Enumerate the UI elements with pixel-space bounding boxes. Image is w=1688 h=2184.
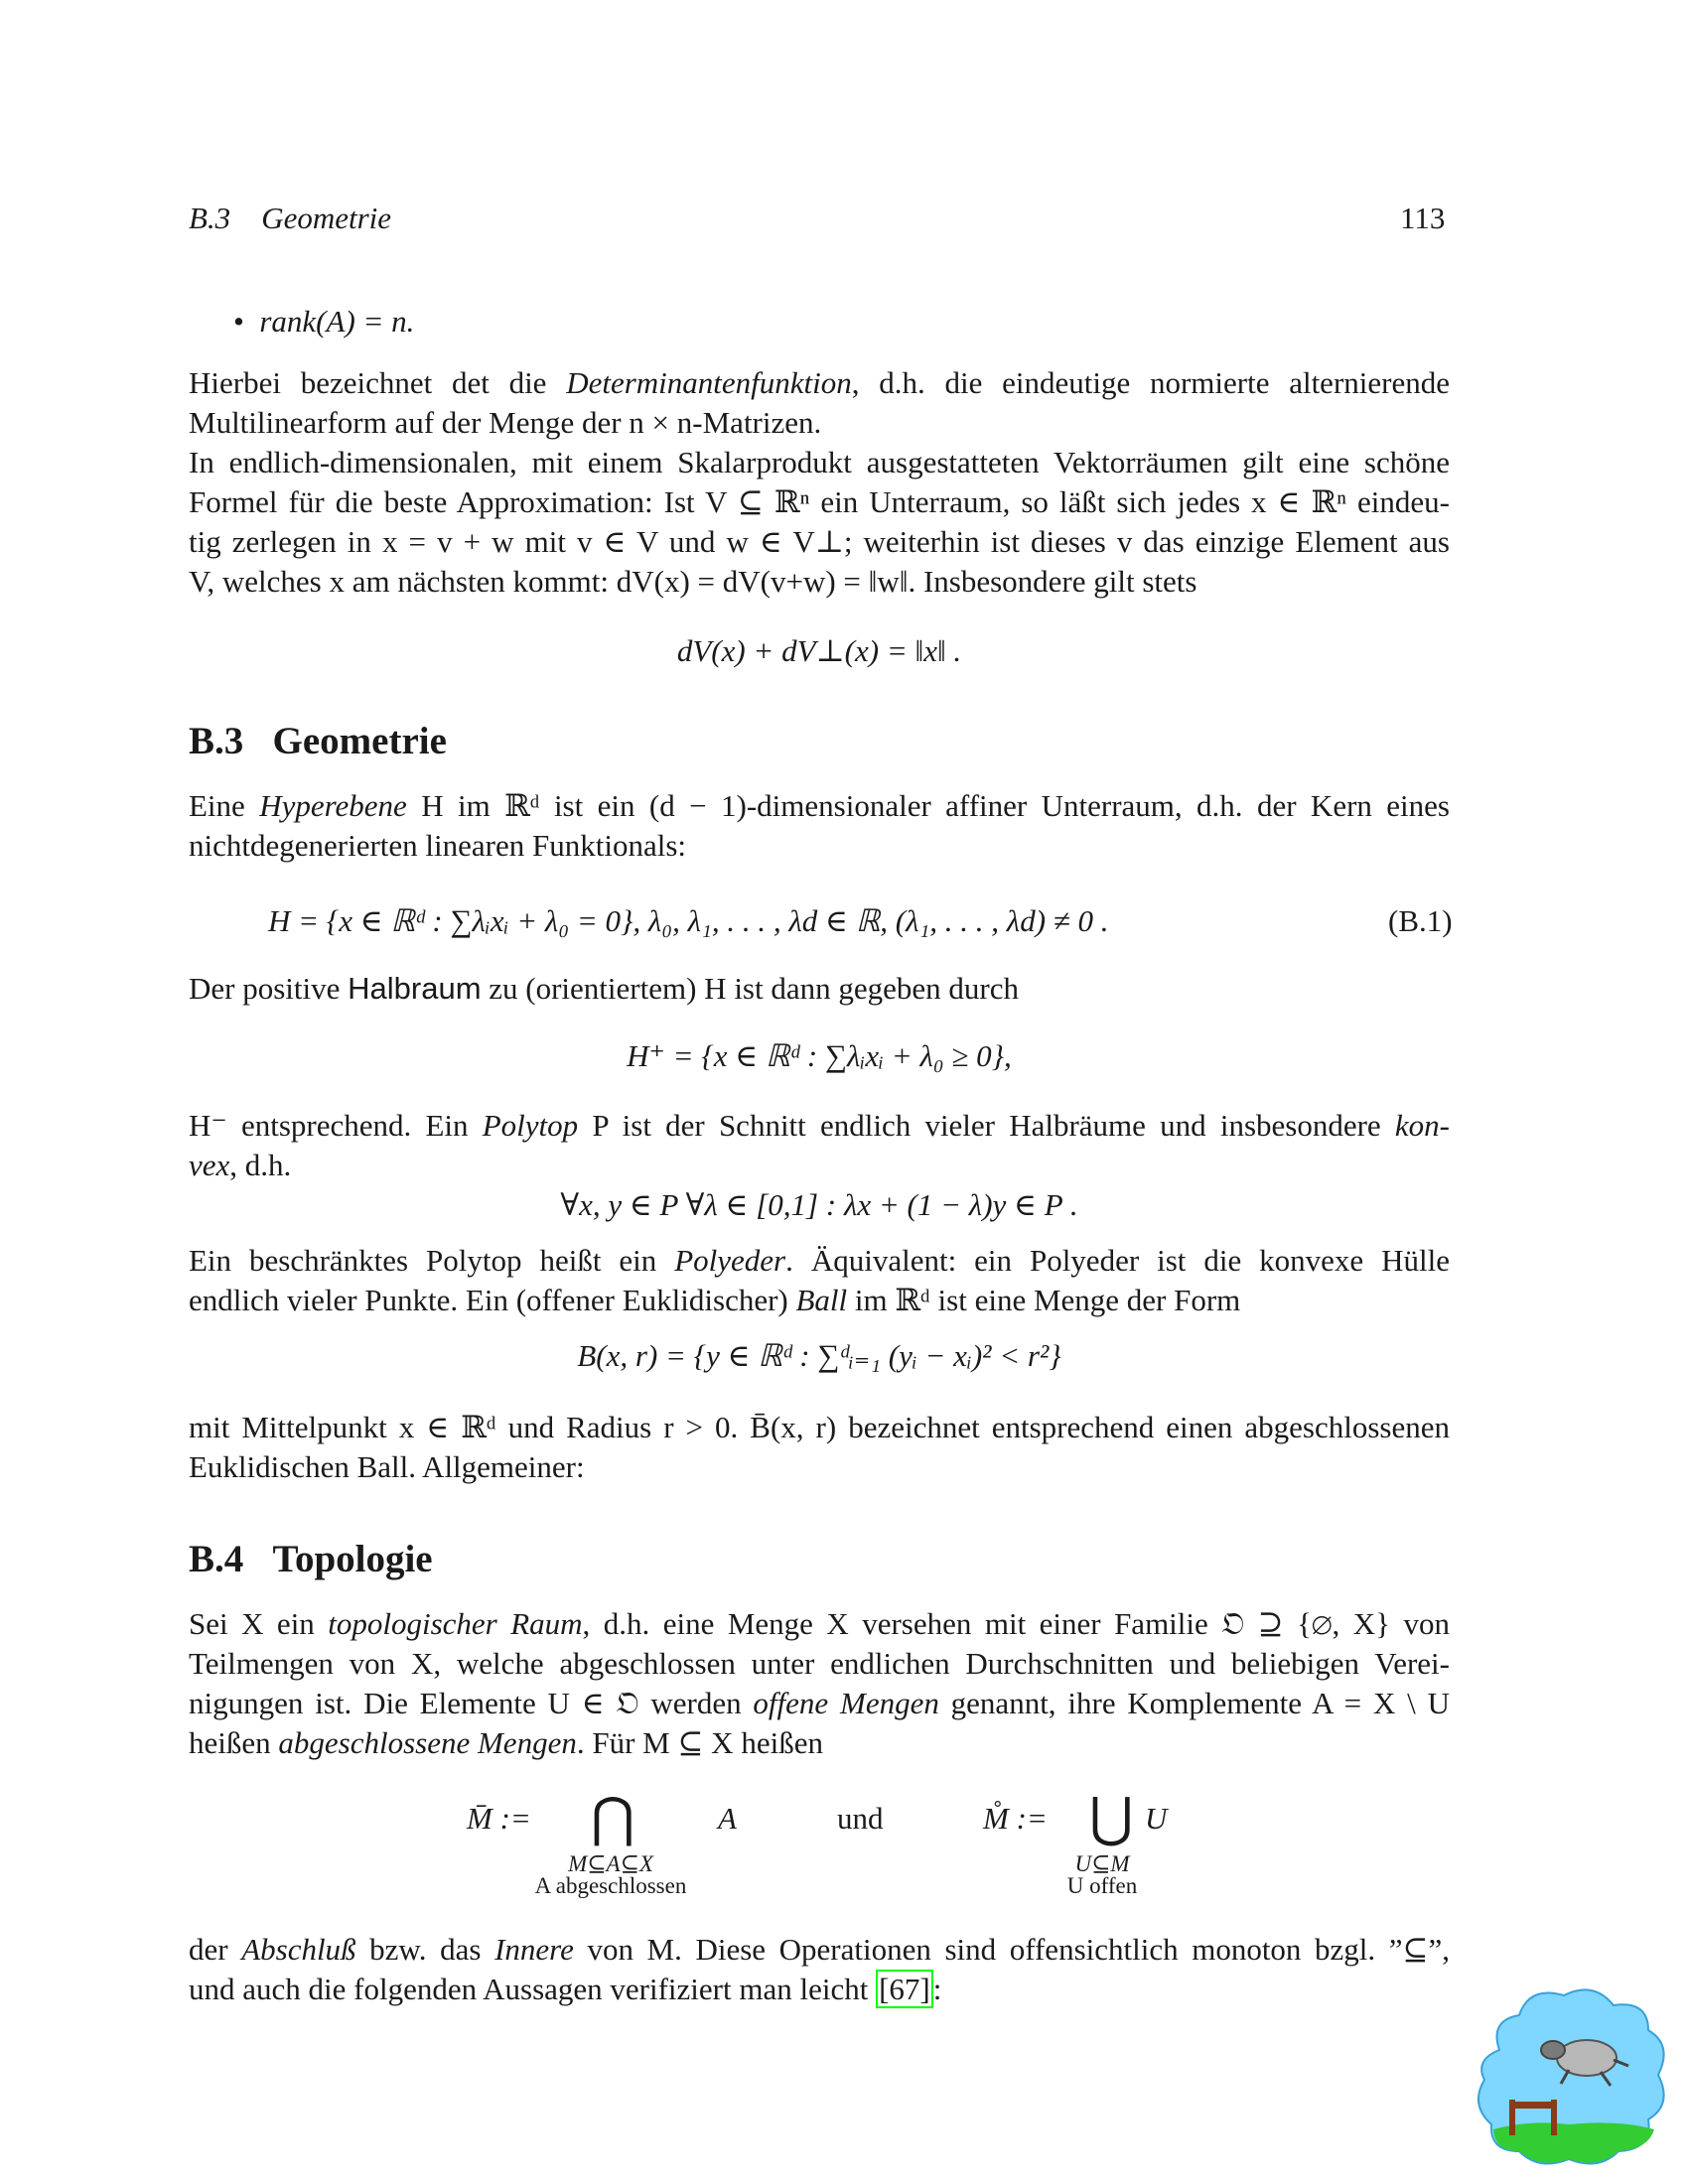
bullet-marker: • (233, 304, 244, 339)
sheep-fence-illustration (1470, 1980, 1678, 2174)
text-span: und auch die folgenden Aussagen verifiziert man leicht (189, 1972, 877, 2006)
paragraph-closure (189, 1930, 1450, 2009)
text-span: Ein beschränktes Polytop heißt ein (189, 1243, 675, 1278)
emphasis-term: Determinantenfunktion (566, 365, 852, 400)
intersection-operator: ⋂ (591, 1788, 635, 1847)
text-span: zu (orientiertem) H ist dann gegeben durch (481, 971, 1019, 1006)
emphasis-term: topologischer Raum (328, 1606, 583, 1641)
term-halbraum: Halbraum (348, 971, 482, 1006)
text-span: : (932, 1972, 942, 2006)
emphasis-term: Polytop (482, 1108, 579, 1143)
text-line (189, 1106, 1450, 1146)
emphasis-term: abgeschlossene Mengen (278, 1725, 577, 1760)
paragraph-polyeder (189, 1241, 1450, 1320)
text-line (189, 1146, 1450, 1185)
equation-b1: H = {x ∈ ℝᵈ : ∑λᵢxᵢ + λ₀ = 0}, λ₀, λ₁, . . . , λd ∈ ℝ, (λ₁, . . . , λd) ≠ 0 . (268, 903, 1109, 938)
text-line (189, 1281, 1450, 1320)
text-span: von M. Diese Operationen sind offensichtlich monoton bzgl. ”⊆”, (573, 1932, 1450, 1967)
running-header (189, 199, 391, 238)
text-line: tig zerlegen in x = v + w mit v ∈ V und w ∈ V⊥; weiterhin ist dieses v das einzige Element aus (189, 524, 1450, 559)
equation-convex: ∀x, y ∈ P ∀λ ∈ [0,1] : λx + (1 − λ)y ∈ P . (560, 1187, 1078, 1222)
text-span: P ist der Schnitt endlich vieler Halbräume und insbesondere (578, 1108, 1395, 1143)
text-span: Der positive (189, 971, 349, 1006)
closure-body: A (718, 1801, 737, 1836)
text-span: genannt, ihre Komplemente A = X \ U (938, 1686, 1450, 1720)
text-span: Hierbei bezeichnet det die (189, 365, 567, 400)
text-line (189, 1241, 1450, 1281)
paragraph-topology (189, 1604, 1450, 1763)
text-span: , d.h. die eindeutige normierte alternierende (851, 365, 1450, 400)
emphasis-term: Hyperebene (259, 788, 407, 823)
paragraph-polytope (189, 1106, 1450, 1185)
text-line: Teilmengen von X, welche abgeschlossen unter endlichen Durchschnitten und beliebigen Verei- (189, 1646, 1450, 1681)
text-span: Sei X ein (189, 1606, 329, 1641)
text-span: heißen (189, 1725, 279, 1760)
closure-subscript-2: A abgeschlossen (534, 1873, 687, 1898)
text-line (189, 1930, 1450, 1970)
section-title: Topologie (272, 1538, 433, 1580)
equation-halfspace: H⁺ = {x ∈ ℝᵈ : ∑λᵢxᵢ + λ₀ ≥ 0}, (627, 1038, 1012, 1073)
text-span: Eine (189, 788, 260, 823)
section-number: B.4 (189, 1538, 244, 1580)
equation-ball: B(x, r) = {y ∈ ℝᵈ : ∑ᵈᵢ₌₁ (yᵢ − xᵢ)² < r²} (577, 1338, 1061, 1373)
grass (1493, 2122, 1654, 2162)
text-span: H im ℝᵈ ist ein (d − 1)-dimensionaler affiner Unterraum, d.h. der Kern eines (406, 788, 1450, 823)
halbraum-line (189, 969, 1019, 1009)
bullet-text: rank(A) = n. (259, 304, 415, 339)
equation-label: (B.1) (1388, 903, 1453, 938)
citation-link[interactable]: [67] (876, 1970, 933, 2008)
text-span: endlich vieler Punkte. Ein (offener Euklidischer) (189, 1283, 796, 1317)
interior-lhs: M̊ := (983, 1801, 1048, 1836)
emphasis-term: Innere (494, 1932, 574, 1967)
section-title: Geometrie (272, 720, 447, 762)
text-line (189, 786, 1450, 826)
interior-body: U (1145, 1801, 1168, 1836)
paragraph-determinant (189, 363, 1450, 602)
interior-subscript-1: U⊆M (1074, 1851, 1130, 1876)
emphasis-term: Ball (795, 1283, 848, 1317)
text-span: H⁻ entsprechend. Ein (189, 1108, 483, 1143)
section-heading-b4 (189, 1537, 433, 1581)
emphasis-term: vex (189, 1148, 230, 1182)
emphasis-term: Polyeder (674, 1243, 786, 1278)
closure-subscript-1: M⊆A⊆X (568, 1851, 653, 1876)
conjunction-und: und (837, 1801, 884, 1836)
text-line (189, 1723, 1450, 1763)
emphasis-term: kon- (1394, 1108, 1450, 1143)
text-line: Formel für die beste Approximation: Ist V ⊆ ℝⁿ ein Unterraum, so läßt sich jedes x ∈ ℝⁿ eindeu- (189, 484, 1450, 519)
page-number: 113 (1400, 201, 1446, 235)
interior-subscript-2: U offen (1066, 1873, 1138, 1898)
union-operator: ⋃ (1089, 1788, 1134, 1847)
text-line: In endlich-dimensionalen, mit einem Skalarprodukt ausgestatteten Vektorräumen gilt eine schöne (189, 445, 1450, 479)
text-span: im ℝᵈ ist eine Menge der Form (847, 1283, 1241, 1317)
emphasis-term: offene Mengen (753, 1686, 939, 1720)
equation-closure-interior (467, 1777, 1400, 1896)
text-span: bzw. das (355, 1932, 495, 1967)
paragraph-ball (189, 1408, 1450, 1487)
section-number: B.3 (189, 720, 244, 762)
text-span: der (189, 1932, 242, 1967)
text-line (189, 1684, 1450, 1723)
text-span: . Für M ⊆ X heißen (576, 1725, 823, 1760)
text-line: nichtdegenerierten linearen Funktionals: (189, 828, 686, 863)
bullet-item (233, 302, 414, 341)
text-line: Multilinearform auf der Menge der n × n-Matrizen. (189, 405, 822, 440)
text-line (189, 1604, 1450, 1644)
closure-lhs: M̄ := (467, 1801, 531, 1836)
text-line (189, 1970, 1450, 2009)
emphasis-term: Abschluß (241, 1932, 356, 1967)
equation-distance: dV(x) + dV⊥(x) = ‖x‖ . (676, 633, 962, 668)
section-heading-b3 (189, 719, 447, 763)
text-span: , d.h. (229, 1148, 292, 1182)
header-section-title: Geometrie (261, 201, 392, 235)
paragraph-hyperplane (189, 786, 1450, 866)
text-span: nigungen ist. Die Elemente U ∈ 𝔒 werden (189, 1686, 754, 1720)
text-line: V, welches x am nächsten kommt: dV(x) = dV(v+w) = ‖w‖. Insbesondere gilt stets (189, 564, 1197, 599)
text-span: . Äquivalent: ein Polyeder ist die konvexe Hülle (785, 1243, 1450, 1278)
header-section-number: B.3 (189, 201, 231, 235)
text-span: , d.h. eine Menge X versehen mit einer Familie 𝔒 ⊇ {∅, X} von (582, 1606, 1450, 1641)
text-line: Euklidischen Ball. Allgemeiner: (189, 1449, 585, 1484)
text-line (189, 363, 1450, 403)
text-line: mit Mittelpunkt x ∈ ℝᵈ und Radius r > 0. B̄(x, r) bezeichnet entsprechend einen abgeschlossenen (189, 1410, 1450, 1444)
